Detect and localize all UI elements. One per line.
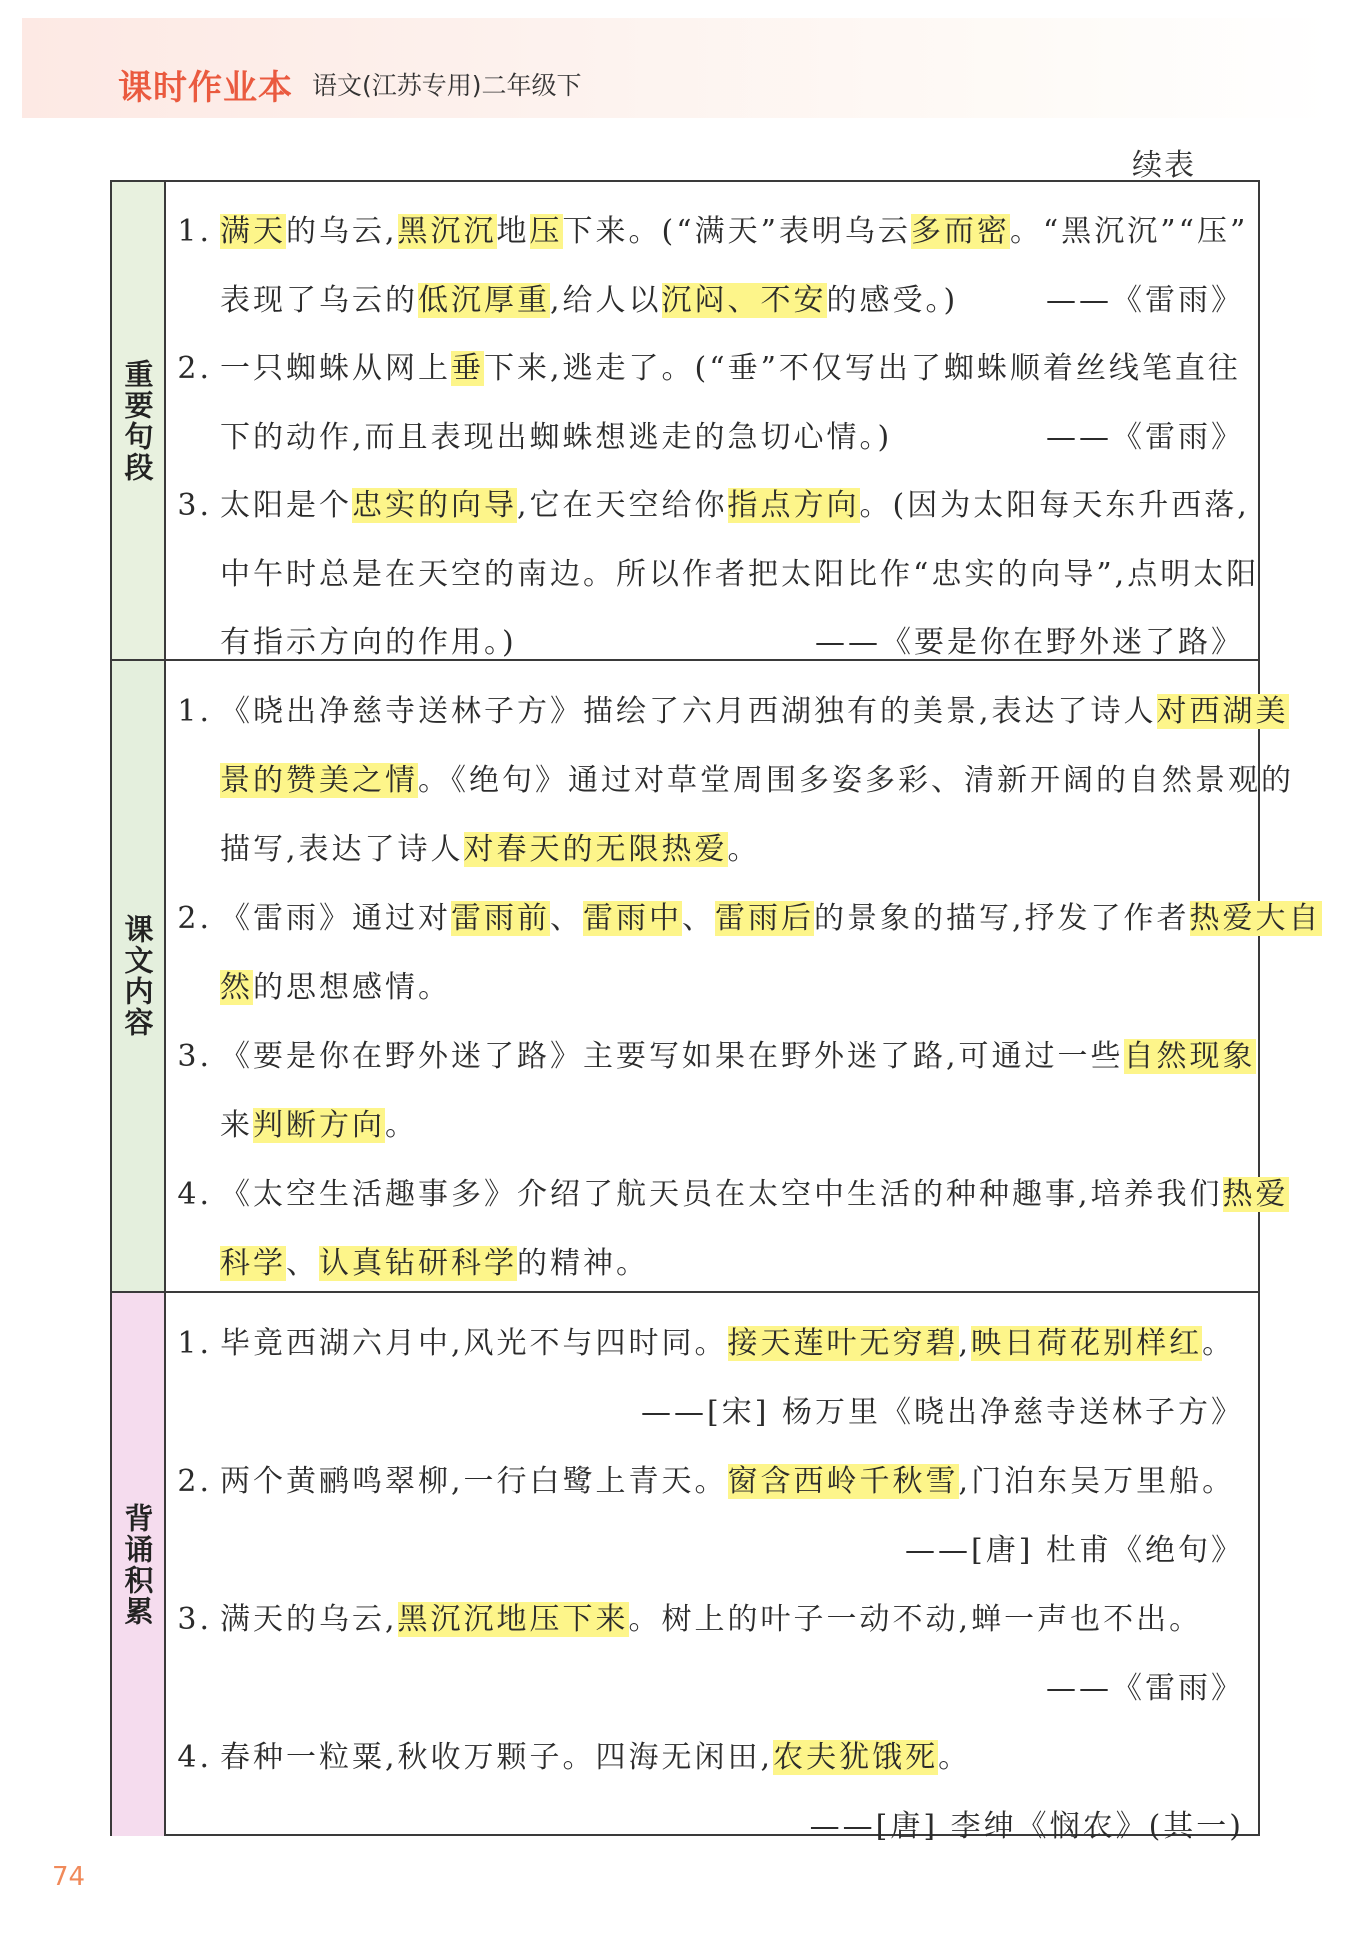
summary-table — [110, 180, 1322, 1844]
list-item: 3. 满天的乌云,黑沉沉地压下来。树上的叶子一动不动,蝉一声也不出。 — [177, 1602, 1203, 1637]
source-citation: ——《雷雨》 — [1046, 419, 1244, 455]
list-item-continued: 科学、认真钻研科学的精神。 — [220, 1246, 649, 1281]
list-item: 4. 春种一粒粟,秋收万颗子。四海无闲田,农夫犹饿死。 — [177, 1740, 972, 1775]
list-item-continued: 描写,表达了诗人对春天的无限热爱。 — [220, 832, 761, 867]
list-item: 3. 《要是你在野外迷了路》主要写如果在野外迷了路,可通过一些自然现象 — [177, 1039, 1256, 1074]
section-text-content — [112, 659, 1322, 1291]
list-item: 1. 满天的乌云,黑沉沉地压下来。(“满天”表明乌云多而密。“黑沉沉”“压” — [177, 214, 1249, 249]
section-recitation — [112, 1291, 1258, 1844]
source-citation: ——《雷雨》 — [1046, 1671, 1244, 1706]
list-item-continued: 来判断方向。 — [220, 1108, 418, 1143]
list-item: 3. 太阳是个忠实的向导,它在天空给你指点方向。(因为太阳每天东升西落, — [177, 488, 1250, 523]
source-citation: ——[唐] 李绅《悯农》(其一) — [809, 1809, 1244, 1844]
page-number: 74 — [52, 1862, 86, 1892]
section-heading: 课文内容 — [112, 661, 166, 1291]
source-citation: ——《雷雨》 — [1046, 282, 1244, 318]
book-subtitle: 语文(江苏专用)二年级下 — [312, 71, 582, 100]
list-item: 4. 《太空生活趣事多》介绍了航天员在太空中生活的种种趣事,培养我们热爱 — [177, 1177, 1289, 1212]
section-key-sentences — [112, 182, 1258, 659]
list-item-continued: 然的思想感情。 — [220, 970, 451, 1005]
list-item: 2. 两个黄鹂鸣翠柳,一行白鹭上青天。窗含西岭千秋雪,门泊东吴万里船。 — [177, 1464, 1236, 1499]
source-citation: ——[宋] 杨万里《晓出净慈寺送林子方》 — [641, 1395, 1244, 1430]
list-item-continued: 景的赞美之情。《绝句》通过对草堂周围多姿多彩、清新开阔的自然景观的 — [220, 763, 1294, 798]
list-item: 1. 毕竟西湖六月中,风光不与四时同。接天莲叶无穷碧,映日荷花别样红。 — [177, 1326, 1236, 1361]
section-heading: 背诵积累 — [112, 1293, 166, 1836]
list-item: 1. 《晓出净慈寺送林子方》描绘了六月西湖独有的美景,表达了诗人对西湖美 — [177, 694, 1289, 729]
list-item-continued: 表现了乌云的低沉厚重,给人以沉闷、不安的感受。) ——《雷雨》 — [164, 267, 1246, 336]
list-item: 2. 一只蜘蛛从网上垂下来,逃走了。(“垂”不仅写出了蜘蛛顺着丝线笔直往 — [177, 351, 1241, 386]
section-heading: 重要句段 — [112, 182, 166, 659]
list-item: 2. 《雷雨》通过对雷雨前、雷雨中、雷雨后的景象的描写,抒发了作者热爱大自 — [177, 901, 1322, 936]
list-item-continued: 有指示方向的作用。) ——《要是你在野外迷了路》 — [164, 609, 1246, 678]
source-citation: ——《要是你在野外迷了路》 — [815, 625, 1244, 660]
series-title: 课时作业本 — [118, 68, 293, 108]
continuation-label: 续表 — [1132, 148, 1196, 183]
list-item-continued: 下的动作,而且表现出蜘蛛想逃走的急切心情。) ——《雷雨》 — [164, 404, 1246, 473]
source-citation: ——[唐] 杜甫《绝句》 — [905, 1533, 1244, 1568]
list-item-continued: 中午时总是在天空的南边。所以作者把太阳比作“忠实的向导”,点明太阳 — [220, 556, 1260, 592]
